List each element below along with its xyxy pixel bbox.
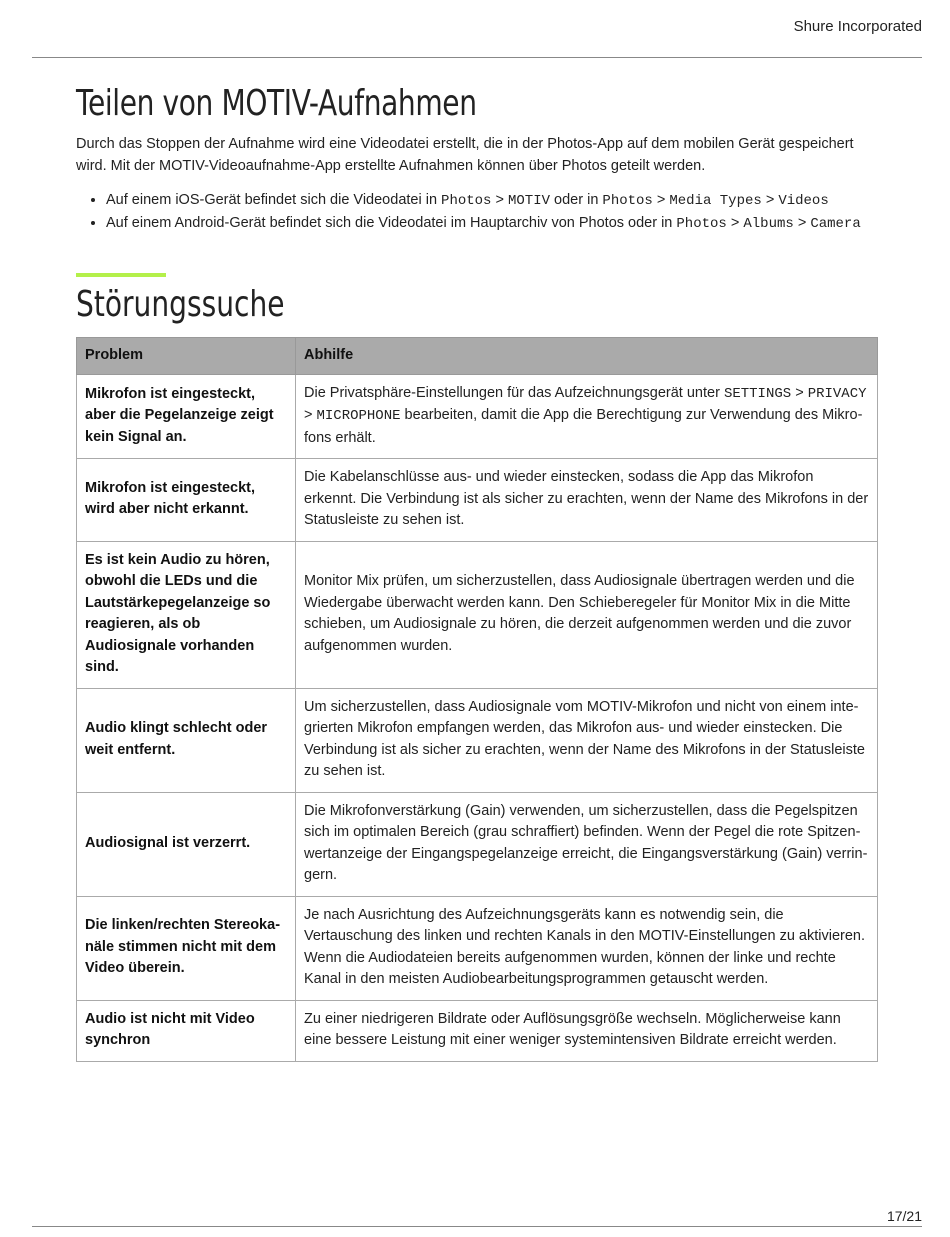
path-separator: >	[656, 192, 666, 208]
code-settings: SETTINGS	[723, 385, 792, 402]
section-accent-bar	[76, 273, 166, 277]
table-row	[77, 459, 878, 542]
table-row	[77, 792, 878, 896]
fix-text: Die Privatsphäre-Einstellungen für das Aufzeichnungsgerät unter	[304, 384, 724, 401]
fix-cell: Die Mikrofonverstärkung (Gain) verwenden, um sicherzustellen, dass die Pegelspitzen sich im optimalen Bereich (grau schraffiert) befinden. Wenn der Pegel die rote Spitzenwertanzeige der Eingangspegelanzeige erreicht, die Eingangsverstärkung (Gain) verringern.	[296, 792, 878, 896]
intro-paragraph: Durch das Stoppen der Aufnahme wird eine Videodatei erstellt, die in der Photos-App auf dem mobilen Gerät gespeichert wird. Mit der MOTIV-Videoaufnahme-App erstellte Aufnahmen können über Photos geteilt werden.	[76, 136, 854, 174]
table-row	[77, 1000, 878, 1061]
page-number: 17/21	[886, 1208, 922, 1224]
android-path-photos: Photos	[676, 216, 727, 232]
path-separator: >	[765, 192, 775, 208]
path-separator: >	[797, 215, 807, 231]
table-row	[77, 374, 878, 459]
ios-path-photos: Photos	[441, 193, 492, 209]
android-path-albums: Albums	[743, 216, 794, 232]
fix-cell: Um sicherzustellen, dass Audiosignale vom MOTIV-Mikrofon und nicht von einem integrierten Mikrofon empfangen werden, das Mikrofon aus- und wieder einstecken. Die Verbindung ist als sicher zu erachten, wenn der Name des Mikrofons in der Statusleiste zu sehen ist.	[296, 688, 878, 792]
table-row	[77, 688, 878, 792]
android-path-camera: Camera	[810, 216, 861, 232]
ios-path2-videos: Videos	[778, 193, 829, 209]
column-header-fix: Abhilfe	[296, 338, 878, 375]
header-divider	[32, 57, 922, 58]
ios-path-motiv: MOTIV	[508, 193, 551, 209]
path-separator: >	[795, 384, 804, 401]
fix-cell: Die Kabelanschlüsse aus- und wieder einstecken, sodass die App das Mikrofon erkennt. Die Verbindung ist als sicher zu erachten, wenn der Name des Mikrofons in der Statusleiste zu sehen ist.	[296, 459, 878, 542]
section-title-sharing: Teilen von MOTIV-Aufnahmen	[76, 83, 477, 124]
list-item-ios	[106, 189, 878, 212]
table-header-row	[77, 338, 878, 375]
company-name: Shure Incorporated	[793, 18, 922, 35]
ios-path2-media-types: Media Types	[669, 193, 762, 209]
page-content	[76, 80, 878, 1062]
ios-path2-photos: Photos	[602, 193, 653, 209]
problem-cell: Audio klingt schlecht oder weit entfernt.	[77, 688, 296, 792]
fix-cell	[296, 374, 878, 459]
ios-text: Auf einem iOS-Gerät befindet sich die Videodatei in	[106, 192, 442, 208]
troubleshooting-table	[76, 337, 878, 1062]
problem-cell: Die linken/rechten Stereokanäle stimmen nicht mit dem Video überein.	[77, 896, 296, 1000]
fix-cell: Monitor Mix prüfen, um sicherzustellen, dass Audiosignale übertragen werden und die Wiedergabe überwacht werden kann. Den Schieberegeler für Monitor Mix in die Mitte schieben, um Audiosignale zu hören, die derzeit aufgenommen werden und die zuvor aufgenommen wurden.	[296, 541, 878, 688]
column-header-problem: Problem	[77, 338, 296, 375]
fix-text: bearbeiten, damit die App die Berechtigung zur Verwendung des Mikrofons erhält.	[304, 407, 863, 446]
code-microphone: MICROPHONE	[316, 408, 401, 424]
problem-cell: Audio ist nicht mit Video synchron	[77, 1000, 296, 1061]
list-item-android	[106, 212, 878, 235]
table-row	[77, 541, 878, 688]
path-separator: >	[495, 192, 504, 208]
code-privacy: PRIVACY	[807, 385, 867, 402]
path-separator: >	[730, 215, 740, 231]
path-separator: >	[304, 407, 313, 423]
section-title-troubleshooting: Störungssuche	[76, 284, 285, 325]
android-text: Auf einem Android-Gerät befindet sich die Videodatei im Hauptarchiv von Photos oder in	[106, 215, 677, 231]
problem-cell: Mikrofon ist eingesteckt, aber die Pegelanzeige zeigt kein Signal an.	[77, 374, 296, 459]
fix-cell: Je nach Ausrichtung des Aufzeichnungsgeräts kann es notwendig sein, die Vertauschung des linken und rechten Kanals in den MOTIV-Einstellungen zu aktivieren. Wenn die Audiodateien bereits aufgenommen wurden, können der linke und rechte Kanal in den meisten Audiobearbeitungsprogrammen getauscht werden.	[296, 896, 878, 1000]
storage-location-list	[76, 189, 878, 235]
table-row	[77, 896, 878, 1000]
problem-cell: Mikrofon ist eingesteckt, wird aber nicht erkannt.	[77, 459, 296, 542]
footer-divider	[32, 1226, 922, 1227]
problem-cell: Audiosignal ist verzerrt.	[77, 792, 296, 896]
problem-cell: Es ist kein Audio zu hören, obwohl die LEDs und die Lautstärkepegelanzeige so reagieren, als ob Audiosignale vorhanden sind.	[77, 541, 296, 688]
ios-mid-text: oder in	[550, 192, 603, 208]
fix-cell: Zu einer niedrigeren Bildrate oder Auflösungsgröße wechseln. Möglicherweise kann eine bessere Leistung mit einer weniger systemintensiven Bildrate erreicht werden.	[296, 1000, 878, 1061]
